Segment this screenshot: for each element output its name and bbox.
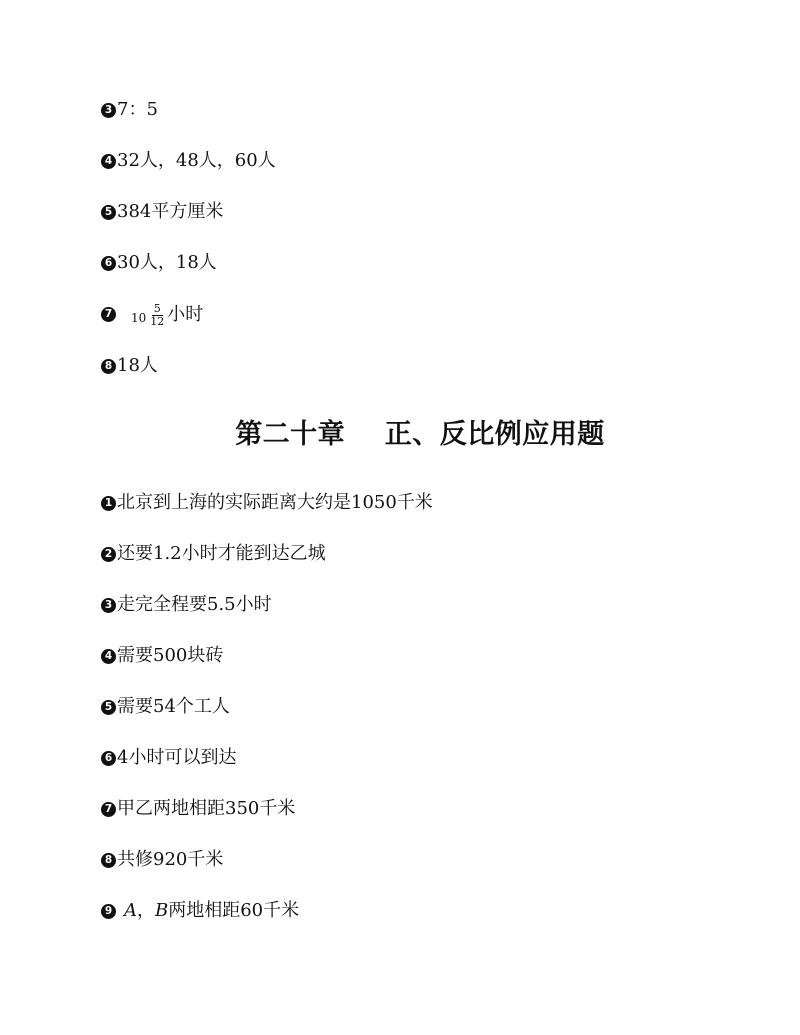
answer-number-marker: 6: [101, 751, 116, 766]
answer-text: 18人: [117, 355, 158, 376]
answer-text: 384平方厘米: [117, 201, 224, 222]
answer-text: 需要500块砖: [117, 645, 224, 666]
prev-answer-item: [101, 149, 276, 173]
answer-text: 甲乙两地相距350千米: [117, 798, 296, 819]
prev-answer-item: [101, 354, 158, 378]
answer-number-marker: 3: [101, 598, 116, 613]
answer-item: [101, 899, 299, 923]
answer-number-marker: 5: [101, 700, 116, 715]
answer-number-marker: 4: [101, 649, 116, 664]
prev-answer-item: [101, 251, 217, 275]
place-a-label: A: [124, 900, 137, 921]
answer-text: 4小时可以到达: [117, 747, 237, 768]
answer-number-marker: 6: [101, 256, 116, 271]
answer-number-marker: 3: [101, 103, 116, 118]
answer-number-marker: 8: [101, 853, 116, 868]
fraction-denominator: 12: [150, 315, 165, 328]
answer-item: [101, 491, 433, 515]
answer-item: [101, 848, 223, 872]
prev-answer-item: [101, 200, 223, 224]
answer-text: 两地相距60千米: [168, 900, 300, 921]
answer-number-marker: 5: [101, 205, 116, 220]
mixed-number-whole: 10: [131, 310, 147, 325]
separator-comma: ，: [137, 900, 155, 921]
answer-text: 共修920千米: [117, 849, 224, 870]
answer-text: 北京到上海的实际距离大约是1050千米: [117, 492, 433, 513]
answer-number-marker: 8: [101, 359, 116, 374]
answer-text: 还要1.2小时才能到达乙城: [117, 543, 326, 564]
answer-number-marker: 9: [101, 904, 116, 919]
answer-item: [101, 542, 326, 566]
answer-number-marker: 7: [101, 307, 116, 322]
answer-item: [101, 644, 223, 668]
fraction-numerator: 5: [153, 302, 161, 315]
prev-answer-item: [101, 302, 203, 327]
answer-number-marker: 2: [101, 547, 116, 562]
prev-answer-item: [101, 98, 158, 122]
fraction: [148, 303, 166, 328]
answer-text: 30人，18人: [117, 252, 217, 273]
answer-number-marker: 7: [101, 802, 116, 817]
answer-number-marker: 1: [101, 496, 116, 511]
chapter-title: 第二十章 正、反比例应用题: [235, 419, 605, 450]
answer-item: [101, 797, 295, 821]
answer-number-marker: 4: [101, 154, 116, 169]
answer-item: [101, 746, 236, 770]
answer-text: 走完全程要5.5小时: [117, 594, 272, 615]
answer-unit: 小时: [167, 303, 204, 325]
answer-item: [101, 695, 230, 719]
place-b-label: B: [155, 900, 169, 921]
answer-item: [101, 593, 272, 617]
answer-text: 32人，48人，60人: [117, 150, 276, 171]
answer-text: 7：5: [117, 99, 158, 120]
answer-text: 需要54个工人: [117, 696, 230, 717]
